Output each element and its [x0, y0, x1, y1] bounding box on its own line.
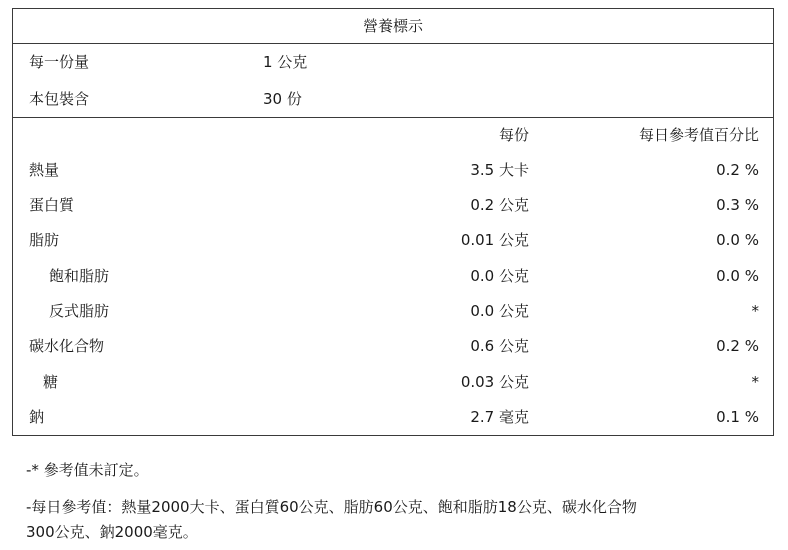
nutrient-per-serving: 0.2 公克 — [470, 196, 529, 214]
footnote-reference-undefined: -* 參考值未訂定。 — [26, 461, 149, 479]
nutrient-per-serving: 0.6 公克 — [470, 337, 529, 355]
nutrient-name: 糖 — [43, 373, 59, 391]
nutrient-daily-value: 0.0 % — [716, 267, 759, 285]
nutrient-row — [13, 259, 773, 294]
nutrition-facts-panel — [12, 8, 774, 436]
nutrient-row — [13, 153, 773, 188]
nutrient-name: 鈉 — [29, 408, 45, 426]
column-header-row — [13, 118, 773, 153]
nutrient-name: 飽和脂肪 — [49, 267, 110, 285]
serving-size-row — [13, 44, 773, 81]
column-header-daily-value: 每日參考值百分比 — [638, 126, 759, 144]
nutrient-per-serving: 0.03 公克 — [460, 373, 529, 391]
servings-per-package-row — [13, 81, 773, 118]
footnote-daily-reference — [26, 495, 766, 545]
nutrient-per-serving: 0.01 公克 — [460, 231, 529, 249]
footnote-daily-reference-line1: -每日參考值：熱量2000大卡、蛋白質60公克、脂肪60公克、飽和脂肪18公克、碳水化合物 — [26, 498, 637, 516]
serving-info — [13, 44, 773, 118]
nutrient-per-serving: 2.7 毫克 — [470, 408, 529, 426]
nutrient-daily-value: 0.2 % — [716, 161, 759, 179]
nutrient-daily-value: * — [751, 373, 759, 391]
nutrient-name: 脂肪 — [29, 231, 60, 249]
nutrient-daily-value: 0.0 % — [716, 231, 759, 249]
footnotes — [26, 458, 766, 545]
servings-value: 30 份 — [263, 90, 302, 108]
serving-size-value: 1 公克 — [263, 53, 308, 71]
nutrient-row — [13, 294, 773, 329]
nutrient-daily-value: 0.3 % — [716, 196, 759, 214]
nutrient-daily-value: * — [751, 302, 759, 320]
nutrient-daily-value: 0.1 % — [716, 408, 759, 426]
servings-label: 本包裝含 — [29, 90, 90, 108]
nutrient-row — [13, 365, 773, 400]
column-header-per-serving: 每份 — [498, 126, 529, 144]
nutrient-name: 熱量 — [29, 161, 60, 179]
nutrient-row — [13, 400, 773, 435]
nutrient-per-serving: 3.5 大卡 — [470, 161, 529, 179]
nutrient-per-serving: 0.0 公克 — [470, 302, 529, 320]
nutrient-row — [13, 329, 773, 364]
nutrient-row — [13, 188, 773, 223]
nutrient-per-serving: 0.0 公克 — [470, 267, 529, 285]
nutrient-row — [13, 223, 773, 258]
serving-size-label: 每一份量 — [29, 53, 90, 71]
nutrient-name: 碳水化合物 — [29, 337, 105, 355]
nutrient-name: 蛋白質 — [29, 196, 75, 214]
nutrient-name: 反式脂肪 — [49, 302, 110, 320]
nutrition-title: 營養標示 — [13, 9, 773, 44]
footnote-daily-reference-line2: 300公克、鈉2000毫克。 — [26, 523, 198, 541]
nutrient-daily-value: 0.2 % — [716, 337, 759, 355]
